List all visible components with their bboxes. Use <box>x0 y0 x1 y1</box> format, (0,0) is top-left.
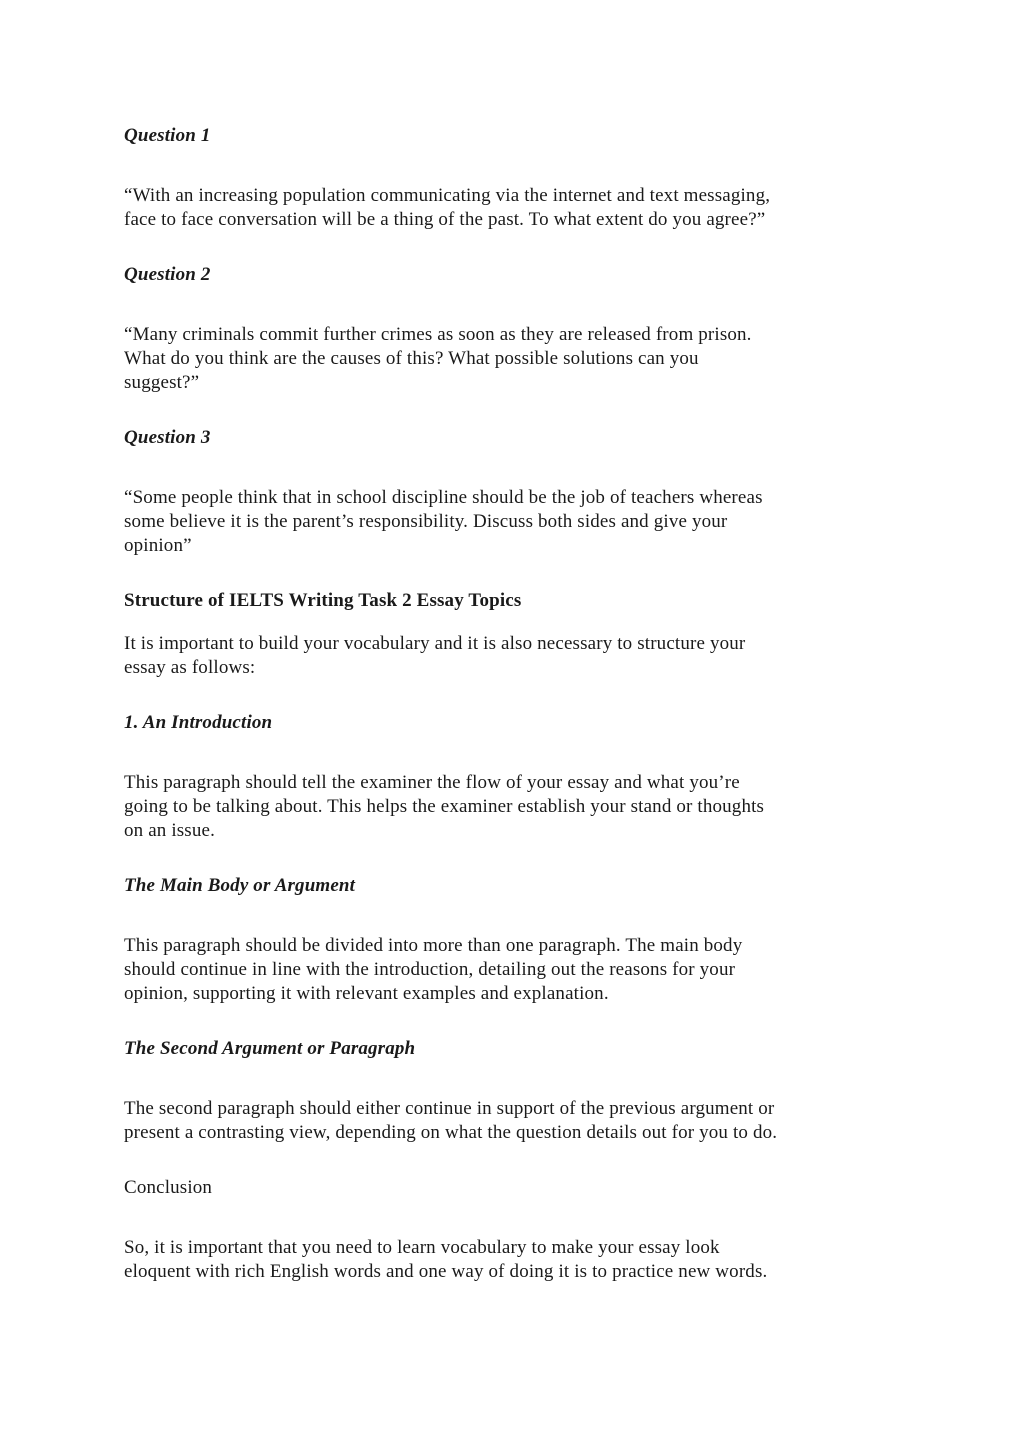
introduction-line: This paragraph should tell the examiner the flow of your essay and what you’re <box>124 772 740 793</box>
question-1-text <box>124 184 904 232</box>
structure-text <box>124 632 904 680</box>
question-3-line: opinion” <box>124 535 192 556</box>
question-1-line: face to face conversation will be a thing of the past. To what extent do you agree?” <box>124 209 766 230</box>
conclusion-line: eloquent with rich English words and one way of doing it is to practice new words. <box>124 1261 768 1282</box>
main-body-heading: The Main Body or Argument <box>124 875 356 896</box>
question-3-text <box>124 486 904 558</box>
question-3-line: some believe it is the parent’s responsibility. Discuss both sides and give your <box>124 511 728 532</box>
second-argument-line: present a contrasting view, depending on what the question details out for you to do. <box>124 1122 778 1143</box>
introduction-heading: 1. An Introduction <box>124 712 273 733</box>
structure-line: essay as follows: <box>124 657 256 678</box>
main-body-line: This paragraph should be divided into more than one paragraph. The main body <box>124 935 743 956</box>
structure-heading: Structure of IELTS Writing Task 2 Essay Topics <box>124 590 522 611</box>
question-3-line: “Some people think that in school discipline should be the job of teachers whereas <box>124 487 763 508</box>
second-argument-heading: The Second Argument or Paragraph <box>124 1038 416 1059</box>
introduction-line: going to be talking about. This helps the examiner establish your stand or thoughts <box>124 796 765 817</box>
question-2-line: suggest?” <box>124 372 200 393</box>
question-1-line: “With an increasing population communicating via the internet and text messaging, <box>124 185 771 206</box>
main-body-line: should continue in line with the introduction, detailing out the reasons for your <box>124 959 736 980</box>
question-2-heading: Question 2 <box>124 264 211 285</box>
question-2-line: What do you think are the causes of this? What possible solutions can you <box>124 348 699 369</box>
question-1-heading: Question 1 <box>124 125 211 146</box>
question-3-heading: Question 3 <box>124 427 211 448</box>
question-2-text <box>124 323 904 395</box>
second-argument-line: The second paragraph should either continue in support of the previous argument or <box>124 1098 775 1119</box>
introduction-line: on an issue. <box>124 820 215 841</box>
conclusion-heading: Conclusion <box>124 1177 213 1198</box>
main-body-text <box>124 934 904 1006</box>
introduction-text <box>124 771 904 843</box>
structure-line: It is important to build your vocabulary and it is also necessary to structure your <box>124 633 746 654</box>
question-2-line: “Many criminals commit further crimes as soon as they are released from prison. <box>124 324 752 345</box>
main-body-line: opinion, supporting it with relevant examples and explanation. <box>124 983 609 1004</box>
conclusion-line: So, it is important that you need to learn vocabulary to make your essay look <box>124 1237 720 1258</box>
conclusion-text <box>124 1236 904 1284</box>
second-argument-text <box>124 1097 904 1145</box>
